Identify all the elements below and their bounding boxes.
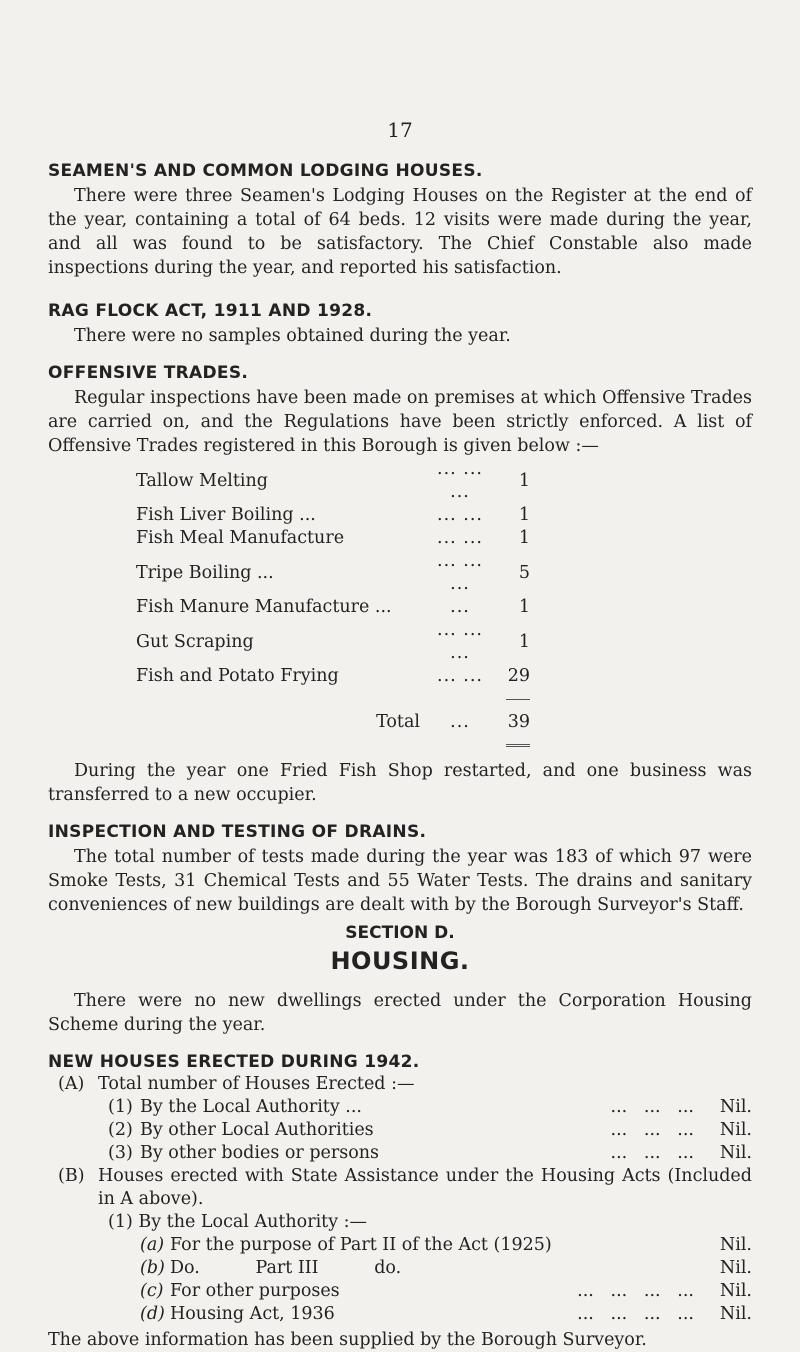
rag-flock-paragraph: There were no samples obtained during the year. (74, 326, 511, 346)
trade-dots: ... ... ... (437, 459, 483, 502)
new-houses-heading: NEW HOUSES ERECTED DURING 1942. (48, 1052, 420, 1072)
trade-name: Fish Manure Manufacture ... (136, 597, 392, 617)
houses-b-item-num: (a) (140, 1235, 165, 1255)
trade-count: 5 (518, 562, 530, 583)
houses-a-item-text: By the Local Authority ... (140, 1097, 362, 1117)
houses-a-item-dots: ... ... ... (610, 1143, 694, 1163)
houses-a-item-num: (2) (108, 1120, 133, 1140)
houses-a-item-num: (1) (108, 1097, 133, 1117)
trade-count: 1 (518, 470, 530, 491)
houses-b-item (48, 1303, 752, 1326)
houses-b-item (48, 1280, 752, 1303)
page-number: 17 (387, 118, 413, 142)
trade-dots: ... ... (437, 505, 483, 525)
trade-count: 1 (518, 528, 530, 548)
offensive-trades-heading: OFFENSIVE TRADES. (48, 363, 249, 383)
seamen-heading: SEAMEN'S AND COMMON LODGING HOUSES. (48, 161, 483, 181)
houses-a-item (48, 1096, 752, 1119)
offensive-trades-table (136, 458, 530, 757)
trade-dots: ... ... ... (437, 620, 483, 663)
houses-b-item (48, 1257, 752, 1280)
trades-total-dots: ... (450, 712, 470, 732)
houses-b-item-text: For other purposes (170, 1281, 340, 1301)
houses-a-item-value: Nil. (719, 1097, 752, 1117)
houses-b-item-dots: ... ... ... ... (577, 1281, 694, 1301)
trade-dots: ... (450, 597, 470, 617)
houses-b-row (48, 1165, 752, 1211)
trades-total-row (136, 711, 530, 734)
trade-count: 1 (518, 597, 530, 617)
houses-b-text: Houses erected with State Assistance under the Housing Acts (Included in A above). (98, 1166, 752, 1209)
drains-heading: INSPECTION AND TESTING OF DRAINS. (48, 822, 427, 842)
houses-a-item-text: By other bodies or persons (140, 1143, 380, 1163)
houses-b-item-value: Nil. (719, 1235, 752, 1255)
trade-count: 29 (507, 666, 530, 686)
houses-b1-row (48, 1211, 752, 1234)
houses-b-label: (B) (58, 1166, 85, 1186)
section-label: SECTION D. (345, 923, 455, 943)
new-houses-table (48, 1073, 752, 1326)
section-title: HOUSING. (330, 947, 470, 975)
houses-b-item-num: (d) (140, 1304, 165, 1324)
houses-b-item-text: Do. Part III do. (170, 1258, 402, 1278)
houses-b-item-num: (c) (140, 1281, 164, 1301)
trade-count: 1 (518, 631, 530, 652)
page-content (48, 160, 752, 1352)
houses-b-item-value: Nil. (719, 1258, 752, 1278)
trade-name: Fish Liver Boiling ... (136, 505, 316, 525)
trade-name: Fish and Potato Frying (136, 666, 339, 686)
houses-a-item-value: Nil. (719, 1120, 752, 1140)
rag-flock-heading: RAG FLOCK ACT, 1911 AND 1928. (48, 301, 373, 321)
houses-a-item-dots: ... ... ... (610, 1097, 694, 1117)
trades-double-rule-row (136, 734, 530, 757)
houses-b1-num: (1) (108, 1212, 133, 1232)
trade-row (136, 527, 530, 550)
trade-dots: ... ... (437, 528, 483, 548)
seamen-paragraph: There were three Seamen's Lodging Houses on the Register at the end of the year, containing a total of 64 beds. 12 visits were made during the year, and all was found to be satisfactory. The Chief Constable also made inspections during the year, and reported his satisfaction. (48, 186, 752, 278)
houses-a-item-dots: ... ... ... (610, 1120, 694, 1140)
trade-count: 1 (518, 505, 530, 525)
trade-name: Tallow Melting (136, 470, 268, 491)
trade-name: Tripe Boiling ... (136, 562, 274, 583)
trade-name: Fish Meal Manufacture (136, 528, 345, 548)
houses-a-item (48, 1119, 752, 1142)
houses-b-item-num: (b) (140, 1258, 165, 1278)
new-houses-footer: The above information has been supplied by the Borough Surveyor. (48, 1330, 647, 1350)
trade-dots: ... ... ... (437, 551, 483, 594)
trades-rule-row (136, 688, 530, 711)
houses-a-item-text: By other Local Authorities (140, 1120, 374, 1140)
houses-a-item (48, 1142, 752, 1165)
trade-row (136, 458, 530, 504)
houses-a-label: (A) (58, 1074, 85, 1094)
houses-a-text: Total number of Houses Erected :— (98, 1074, 415, 1094)
housing-paragraph: There were no new dwellings erected under the Corporation Housing Scheme during the year. (48, 991, 752, 1035)
trade-row (136, 665, 530, 688)
houses-b-item-value: Nil. (719, 1304, 752, 1324)
houses-b-item-value: Nil. (719, 1281, 752, 1301)
houses-a-item-num: (3) (108, 1143, 133, 1163)
houses-b-item-text: Housing Act, 1936 (170, 1304, 335, 1324)
houses-a-item-value: Nil. (719, 1143, 752, 1163)
trade-row (136, 504, 530, 527)
houses-b1-text: By the Local Authority :— (138, 1212, 368, 1232)
houses-b-item-text: For the purpose of Part II of the Act (1925) (170, 1235, 552, 1255)
trades-total-label: Total (376, 712, 420, 732)
offensive-trades-paragraph: Regular inspections have been made on premises at which Offensive Trades are carried on, and the Regulations have been strictly enforced. A list of Offensive Trades registered in this Borough is given below :— (48, 388, 752, 456)
trade-dots: ... ... (437, 666, 483, 686)
trade-name: Gut Scraping (136, 631, 254, 652)
offensive-trades-after-paragraph: During the year one Fried Fish Shop restarted, and one business was transferred to a new occupier. (48, 761, 752, 805)
trade-row (136, 596, 530, 619)
houses-a-row (48, 1073, 752, 1096)
houses-b-item (48, 1234, 752, 1257)
houses-b-item-dots: ... ... ... ... (577, 1304, 694, 1324)
trade-row (136, 550, 530, 596)
drains-paragraph: The total number of tests made during the year was 183 of which 97 were Smoke Tests, 31 Chemical Tests and 55 Water Tests. The drains and sanitary conveniences of new buildings are dealt with by the Borough Surveyor's Staff. (48, 847, 752, 915)
trade-row (136, 619, 530, 665)
trades-total-value: 39 (507, 712, 530, 732)
